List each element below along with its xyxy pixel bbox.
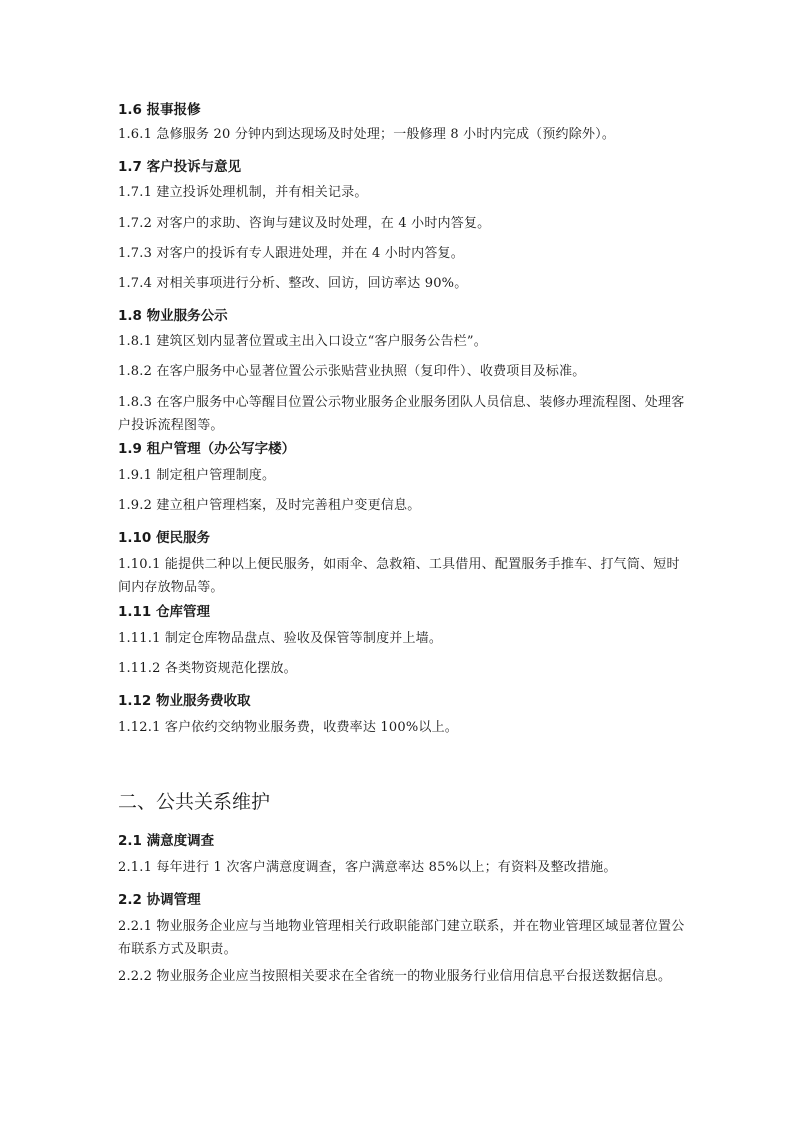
clause-text: 1.8.3 在客户服务中心等醒目位置公示物业服务企业服务团队人员信息、装修办理流程图、处理客户投诉流程图等。	[118, 395, 685, 433]
clause-text: 1.11.1 制定仓库物品盘点、验收及保管等制度并上墙。	[118, 631, 443, 646]
clause-text: 1.7.1 建立投诉处理机制，并有相关记录。	[118, 185, 368, 200]
section-heading: 1.9 租户管理（办公写字楼）	[118, 441, 296, 457]
clause-text: 1.7.2 对客户的求助、咨询与建议及时处理，在 4 小时内答复。	[118, 216, 491, 231]
clause-text: 2.2.1 物业服务企业应与当地物业管理相关行政职能部门建立联系，并在物业管理区域显著位置公布联系方式及职责。	[118, 919, 685, 957]
section-heading: 2.1 满意度调查	[118, 833, 215, 849]
section-heading: 1.10 便民服务	[118, 530, 211, 546]
clause-text: 2.1.1 每年进行 1 次客户满意度调查，客户满意率达 85%以上；有资料及整改措施。	[118, 860, 617, 875]
clause-text: 1.9.2 建立租户管理档案，及时完善租户变更信息。	[118, 498, 421, 513]
clause-text: 1.6.1 急修服务 20 分钟内到达现场及时处理；一般修理 8 小时内完成（预约除外）。	[118, 127, 616, 142]
clause-text: 1.10.1 能提供二种以上便民服务，如雨伞、急救箱、工具借用、配置服务手推车、打气筒、短时间内存放物品等。	[118, 557, 680, 595]
section-heading: 1.12 物业服务费收取	[118, 693, 251, 709]
part-title: 二、公共关系维护	[118, 791, 271, 813]
section-heading: 2.2 协调管理	[118, 892, 201, 908]
clause-text: 1.12.1 客户依约交纳物业服务费，收费率达 100%以上。	[118, 720, 458, 735]
clause-text: 2.2.2 物业服务企业应当按照相关要求在全省统一的物业服务行业信用信息平台报送数据信息。	[118, 969, 672, 984]
clause-text: 1.8.1 建筑区划内显著位置或主出入口设立“客户服务公告栏”。	[118, 334, 487, 349]
section-heading: 1.6 报事报修	[118, 102, 201, 118]
section-heading: 1.7 客户投诉与意见	[118, 159, 242, 175]
clause-text: 1.7.4 对相关事项进行分析、整改、回访，回访率达 90%。	[118, 276, 468, 291]
clause-text: 1.11.2 各类物资规范化摆放。	[118, 661, 297, 676]
clause-text: 1.8.2 在客户服务中心显著位置公示张贴营业执照（复印件）、收费项目及标准。	[118, 364, 586, 379]
clause-text: 1.7.3 对客户的投诉有专人跟进处理，并在 4 小时内答复。	[118, 246, 464, 261]
clause-text: 1.9.1 制定租户管理制度。	[118, 468, 276, 483]
section-heading: 1.11 仓库管理	[118, 604, 211, 620]
section-heading: 1.8 物业服务公示	[118, 308, 228, 324]
